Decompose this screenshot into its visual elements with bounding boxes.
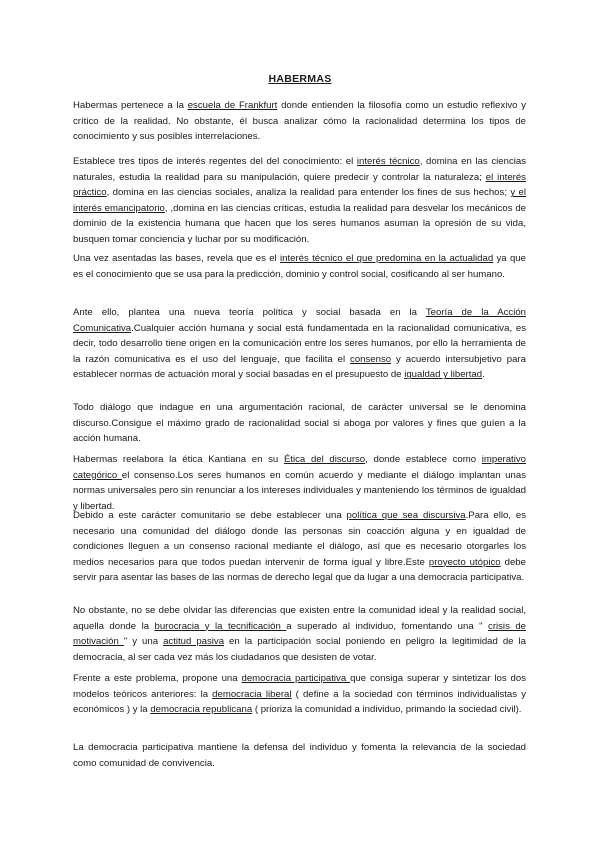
text-segment: Habermas reelabora la ética Kantiana en su [73, 454, 284, 465]
underlined-term: Ética del discurso [283, 454, 366, 465]
underlined-term: imperativo categórico [73, 454, 526, 481]
underlined-term: actitud pasiva [163, 636, 225, 648]
text-segment: ( define a la sociedad con términos individualistas y económicos ) y la [73, 688, 526, 716]
paragraph-9 [73, 671, 526, 718]
underlined-term: igualdad y libertad [404, 369, 483, 381]
text-segment: , domina en las ciencias naturales, estudia la realidad para su manipulación, quiere predecir y controlar la naturaleza; [73, 156, 527, 183]
text-segment: que consiga superar y sintetizar los dos modelos teóricos anteriores: la [73, 673, 526, 700]
text-segment: .Para ello, es necesario una comunidad del diálogo donde las personas sin coacción alguna y en igualdad de condiciones lleguen a un consenso racional mediante el diálogo, así que es necesario otorgarles los medios necesarios para que todos puedan intervenir de forma igual y libre.Este [73, 510, 526, 568]
underlined-term: política que sea discursiva [346, 510, 466, 521]
underlined-term: democracia liberal [212, 688, 292, 700]
paragraph-2 [73, 154, 526, 248]
underlined-term: consenso [350, 353, 392, 365]
paragraph-10 [73, 740, 526, 771]
underlined-term: interés técnico [356, 156, 420, 167]
text-segment: ( prioriza la comunidad a individuo, primando la sociedad civil). [252, 704, 522, 716]
text-segment: , ,domina en las ciencias críticas, estudia la realidad para desvelar los mecánicos de dominio de la existencia humana que hacen que los seres humanos asuman la opresión de su vida, busquen tomar conciencia y luchar por su modificación. [73, 202, 526, 245]
text-segment: ya que es el conocimiento que se usa para la predicción, dominio y control social, cosificando al ser humano. [73, 253, 526, 280]
text-segment: La democracia participativa mantiene la defensa del individuo y fomenta la relevancia de la sociedad como comunidad de convivencia. [73, 742, 526, 769]
text-segment: Todo diálogo que indague en una argumentación racional, de carácter universal se le denomina discurso.Consigue el máximo grado de racionalidad social si aboga por valores y fines que guíen a la acción humana. [73, 402, 526, 445]
text-segment: y acuerdo intersubjetivo para establecer normas de actuación moral y social basadas en el presupuesto de [73, 353, 526, 381]
underlined-term: Teoría de la Acción Comunicativa [73, 307, 526, 334]
text-segment: debe servir para asentar las bases de las normas de derecho legal que da lugar a una democracia participativa. [73, 556, 526, 584]
paragraph-8 [73, 603, 526, 665]
text-segment: , domina en las ciencias sociales, analiza la realidad para entender los fines de sus hechos; [106, 187, 511, 199]
text-segment: Frente a este problema, propone una [73, 673, 242, 684]
paragraph-7 [73, 508, 526, 586]
text-segment: , donde establece como [365, 454, 482, 465]
underlined-term: democracia republicana [150, 704, 253, 716]
paragraph-4 [73, 305, 526, 383]
paragraph-6 [73, 452, 526, 514]
underlined-term: y el interés emancipatorio [73, 187, 526, 214]
text-segment: a superado al individuo, fomentando una " [286, 620, 489, 632]
paragraph-1 [73, 98, 526, 145]
underlined-term: proyecto utópico [428, 556, 501, 568]
text-segment: " y una [123, 636, 164, 648]
document-title: HABERMAS [268, 73, 332, 85]
text-segment: Establece tres tipos de interés regentes del del conocimiento: el [73, 156, 357, 167]
underlined-term: escuela de Frankfurt [187, 100, 278, 111]
paragraph-5 [73, 400, 526, 447]
text-segment: No obstante, no se debe olvidar las diferencias que existen entre la comunidad ideal y la realidad social, aquella donde la [73, 605, 526, 632]
underlined-term: democracia participativa [241, 673, 351, 684]
paragraph-3 [73, 251, 526, 282]
text-segment: Debido a este carácter comunitario se debe establecer una [73, 510, 347, 521]
underlined-term: crisis de motivación [73, 620, 527, 648]
text-segment: Ante ello, plantea una nueva teoría política y social basada en la [73, 307, 426, 318]
text-segment: Una vez asentadas las bases, revela que es el [73, 253, 281, 264]
text-segment: en la participación social poniendo en peligro la legitimidad de la democracia, al ser cada vez más los ciudadanos que desisten de votar. [73, 636, 526, 663]
underlined-term: el interés práctico [73, 171, 526, 199]
text-segment: .Cualquier acción humana y social está fundamentada en la racionalidad comunicativa, es decir, todo desarrollo tiene origen en la comunicación entre los seres humanos, por ello la herramienta de la razón comunicativa es el uso del lenguaje, que facilita el [73, 322, 526, 365]
text-segment: el consenso.Los seres humanos en común acuerdo y mediante el diálogo implantan unas normas universales pero sin renunciar a los intereses individuales y manteniendo los términos de igualdad y libertad. [73, 469, 526, 512]
text-segment: Habermas pertenece a la [73, 100, 188, 111]
underlined-term: burocracia y la tecnificación [154, 620, 287, 632]
text-segment: donde entienden la filosofía como un estudio reflexivo y crítico de la realidad. No obstante, él busca analizar cómo la racionalidad determina los tipos de conocimiento y sus posibles interrelaciones. [73, 100, 526, 143]
text-segment: . [482, 369, 485, 381]
underlined-term: interés técnico el que predomina en la actualidad [280, 253, 494, 264]
